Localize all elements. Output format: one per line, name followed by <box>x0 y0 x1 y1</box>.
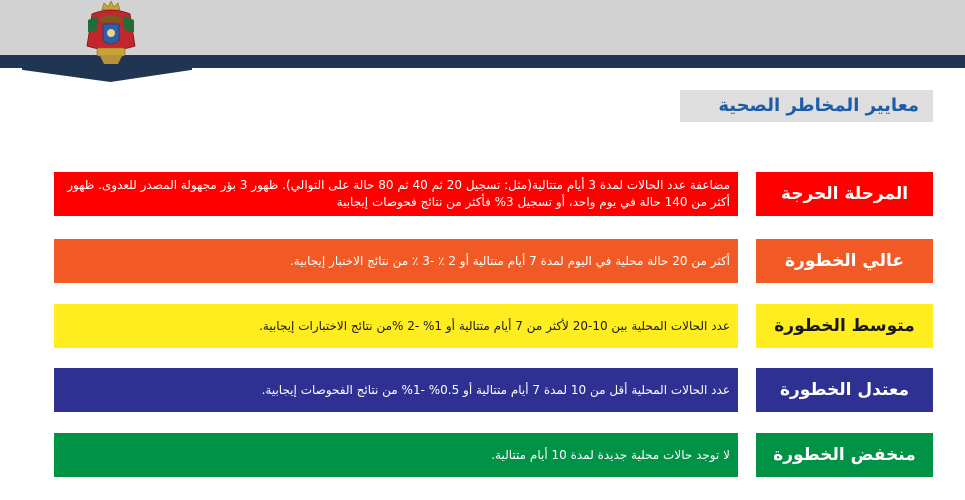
level-description: أكثر من 20 حالة محلية في اليوم لمدة 7 أيام متتالية أو 2 ٪ -3 ٪ من نتائج الاختبار إيجابية. <box>54 239 738 283</box>
level-description: عدد الحالات المحلية أقل من 10 لمدة 7 أيام متتالية أو 0.5% -1% من نتائج الفحوصات إيجابية. <box>54 368 738 412</box>
level-label: عالي الخطورة <box>756 239 933 283</box>
level-label: منخفض الخطورة <box>756 433 933 477</box>
jordan-coat-of-arms-icon <box>80 0 142 68</box>
header-band <box>0 0 965 55</box>
level-description: عدد الحالات المحلية بين 10-20 لأكثر من 7 أيام متتالية أو 1% -2 %من نتائج الاختبارات إيجابية. <box>54 304 738 348</box>
level-description: مضاعفة عدد الحالات لمدة 3 أيام متتالية(مثل: تسجيل 20 ثم 40 ثم 80 حالة على التوالي). ظهور 3 بؤر مجهولة المصدر للعدوى. ظهور أكثر من 140 حالة في يوم واحد، أو تسجيل 3% فأكثر من نتائج فحوصات إيجابية <box>54 172 738 216</box>
page-title: معايير المخاطر الصحية <box>680 90 933 122</box>
level-label: معتدل الخطورة <box>756 368 933 412</box>
level-description: لا توجد حالات محلية جديدة لمدة 10 أيام متتالية. <box>54 433 738 477</box>
level-label: متوسط الخطورة <box>756 304 933 348</box>
level-label: المرحلة الحرجة <box>756 172 933 216</box>
